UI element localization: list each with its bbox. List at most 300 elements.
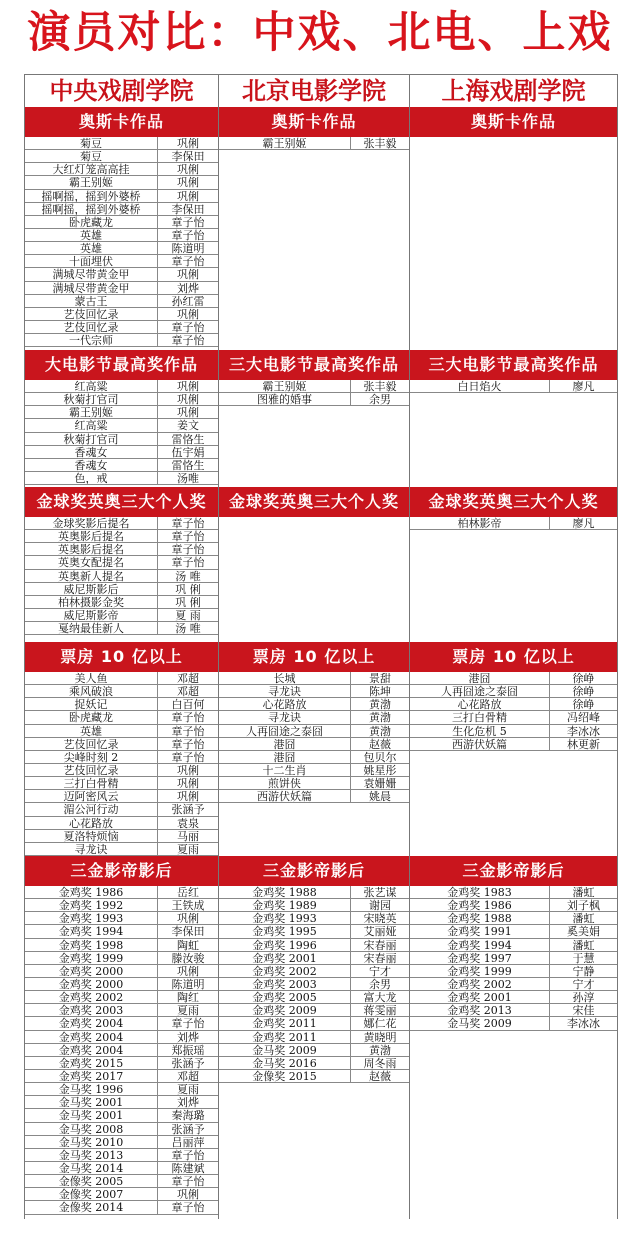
section-festival-top-award xyxy=(410,350,617,393)
work-or-award-cell: 金鸡奖 1999 xyxy=(25,952,158,964)
table-row xyxy=(410,698,617,711)
table-row xyxy=(25,1162,218,1175)
actor-name-cell: 刘子枫 xyxy=(567,899,600,912)
table-row xyxy=(410,1004,617,1017)
actor-name-cell: 夏 雨 xyxy=(175,608,201,622)
actor-name-cell: 张涵予 xyxy=(171,1122,205,1135)
actor-name-cell: 张丰毅 xyxy=(363,137,397,150)
actor-name-cell: 徐峥 xyxy=(572,685,595,698)
actor-name-cell: 包贝尔 xyxy=(363,750,397,763)
work-or-award-cell: 金鸡奖 1991 xyxy=(410,925,550,937)
actor-name-cell: 岳红 xyxy=(177,886,199,899)
actor-name-cell: 章子怡 xyxy=(171,215,205,228)
actor-name-cell: 巩 俐 xyxy=(175,595,201,608)
work-or-award-cell: 心花路放 xyxy=(25,817,158,829)
actor-name-cell: 奚美娟 xyxy=(567,925,600,938)
table-row xyxy=(25,517,218,530)
actor-name-cell: 王铁成 xyxy=(171,899,205,912)
actor-name-cell: 宋春丽 xyxy=(363,938,397,951)
work-or-award-cell: 金像奖 2007 xyxy=(25,1188,158,1200)
table-row xyxy=(410,991,617,1004)
table-row xyxy=(25,1175,218,1188)
column-header: 北京电影学院 xyxy=(219,74,409,108)
actor-name-cell: 白百何 xyxy=(171,698,205,711)
work-or-award-cell: 人再囧途之泰囧 xyxy=(219,725,351,737)
actor-name-cell: 巩俐 xyxy=(177,763,199,777)
section-heading: 票房 10 亿以上 xyxy=(25,642,218,672)
section-heading: 金球奖英奥三大个人奖 xyxy=(219,487,409,517)
work-or-award-cell: 霸王别姬 xyxy=(219,380,351,392)
actor-name-cell: 冯绍峰 xyxy=(567,711,600,724)
table-row xyxy=(219,952,409,965)
work-or-award-cell: 金马奖 2009 xyxy=(219,1044,351,1056)
section-triple-crown-winners xyxy=(219,856,409,1083)
work-or-award-cell: 寻龙诀 xyxy=(25,843,158,855)
table-row xyxy=(25,393,218,406)
work-or-award-cell: 香魂女 xyxy=(25,446,158,458)
actor-name-cell: 景甜 xyxy=(369,672,391,685)
table-row xyxy=(219,764,409,777)
table-row xyxy=(25,711,218,724)
work-or-award-cell: 英奥影后提名 xyxy=(25,543,158,555)
actor-name-cell: 李保田 xyxy=(171,925,205,938)
work-or-award-cell: 威尼斯影后 xyxy=(25,583,158,595)
work-or-award-cell: 艺伎回忆录 xyxy=(25,738,158,750)
actor-name-cell: 章子怡 xyxy=(171,750,205,763)
table-row xyxy=(410,738,617,751)
table-row xyxy=(219,978,409,991)
actor-name-cell: 巩俐 xyxy=(177,393,199,406)
work-or-award-cell: 金鸡奖 1998 xyxy=(25,939,158,951)
actor-name-cell: 蒋雯丽 xyxy=(363,1004,397,1017)
table-row xyxy=(410,886,617,899)
work-or-award-cell: 金鸡奖 1997 xyxy=(410,952,550,964)
actor-name-cell: 章子怡 xyxy=(171,556,205,569)
actor-name-cell: 周冬雨 xyxy=(363,1056,397,1069)
table-row xyxy=(25,1096,218,1109)
actor-name-cell: 宋春丽 xyxy=(363,951,397,964)
actor-name-cell: 徐峥 xyxy=(572,698,595,711)
table-row xyxy=(25,685,218,698)
actor-name-cell: 邓超 xyxy=(177,1069,199,1083)
work-or-award-cell: 菊豆 xyxy=(25,137,158,149)
table-row xyxy=(25,308,218,321)
table-row xyxy=(25,925,218,938)
actor-name-cell: 章子怡 xyxy=(171,711,205,724)
actor-name-cell: 夏雨 xyxy=(177,1083,199,1096)
section-heading: 三大电影节最高奖作品 xyxy=(410,350,617,380)
work-or-award-cell: 金鸡奖 1992 xyxy=(25,899,158,911)
table-row xyxy=(25,1070,218,1083)
actor-name-cell: 章子怡 xyxy=(171,1148,205,1161)
table-row xyxy=(25,843,218,856)
actor-name-cell: 章子怡 xyxy=(171,1017,205,1030)
table-row xyxy=(25,952,218,965)
work-or-award-cell: 港囧 xyxy=(410,672,550,684)
work-or-award-cell: 金鸡奖 2000 xyxy=(25,965,158,977)
table-row xyxy=(219,380,409,393)
table-row xyxy=(219,711,409,724)
section-box-office xyxy=(410,642,617,751)
actor-name-cell: 徐峥 xyxy=(572,672,595,685)
work-or-award-cell: 满城尽带黄金甲 xyxy=(25,268,158,280)
actor-name-cell: 孙淳 xyxy=(572,991,595,1004)
section-heading: 票房 10 亿以上 xyxy=(410,642,617,672)
work-or-award-cell: 霸王别姬 xyxy=(219,137,351,149)
table-row xyxy=(25,583,218,596)
actor-name-cell: 陈道明 xyxy=(171,977,205,991)
actor-name-cell: 陶虹 xyxy=(177,938,199,951)
actor-name-cell: 廖凡 xyxy=(572,517,595,530)
table-row xyxy=(410,725,617,738)
actor-name-cell: 章子怡 xyxy=(171,724,205,737)
work-or-award-cell: 迈阿密风云 xyxy=(25,790,158,802)
work-or-award-cell: 色，戒 xyxy=(25,472,158,484)
work-or-award-cell: 金鸡奖 2004 xyxy=(25,1031,158,1043)
table-row xyxy=(25,991,218,1004)
work-or-award-cell: 白日焰火 xyxy=(410,380,550,392)
work-or-award-cell: 霸王别姬 xyxy=(25,176,158,188)
actor-name-cell: 宁静 xyxy=(572,964,595,977)
table-row xyxy=(25,255,218,268)
table-row xyxy=(219,790,409,803)
table-row xyxy=(219,899,409,912)
work-or-award-cell: 金马奖 2008 xyxy=(25,1123,158,1135)
table-row xyxy=(219,685,409,698)
section-oscar-works xyxy=(219,107,409,150)
actor-name-cell: 章子怡 xyxy=(171,530,205,543)
work-or-award-cell: 英雄 xyxy=(25,725,158,737)
table-row xyxy=(25,282,218,295)
actor-name-cell: 巩 俐 xyxy=(175,582,201,595)
column-beijing-film-academy xyxy=(218,74,410,1219)
table-row xyxy=(25,1109,218,1122)
column-header: 上海戏剧学院 xyxy=(410,74,617,108)
table-row xyxy=(410,899,617,912)
work-or-award-cell: 金马奖 2016 xyxy=(219,1057,351,1069)
work-or-award-cell: 金马奖 2010 xyxy=(25,1136,158,1148)
table-row xyxy=(219,1004,409,1017)
table-row xyxy=(410,380,617,393)
section-heading: 奥斯卡作品 xyxy=(410,107,617,137)
work-or-award-cell: 英奥女配提名 xyxy=(25,556,158,568)
actor-name-cell: 林更新 xyxy=(567,737,600,750)
actor-name-cell: 章子怡 xyxy=(171,320,205,334)
table-row xyxy=(219,1031,409,1044)
work-or-award-cell: 西游伏妖篇 xyxy=(410,738,550,750)
section-box-office xyxy=(219,642,409,803)
work-or-award-cell: 满城尽带黄金甲 xyxy=(25,282,158,294)
actor-name-cell: 巩俐 xyxy=(177,137,199,150)
work-or-award-cell: 金鸡奖 2009 xyxy=(219,1004,351,1016)
actor-name-cell: 巩俐 xyxy=(177,163,199,176)
section-triple-crown-winners xyxy=(410,856,617,1031)
table-row xyxy=(25,1031,218,1044)
actor-name-cell: 黄渤 xyxy=(369,724,391,737)
actor-name-cell: 夏雨 xyxy=(177,1004,199,1017)
work-or-award-cell: 金鸡奖 2002 xyxy=(410,978,550,990)
actor-name-cell: 巩俐 xyxy=(177,189,199,202)
work-or-award-cell: 红高粱 xyxy=(25,380,158,392)
actor-name-cell: 张艺谋 xyxy=(363,886,397,899)
actor-name-cell: 秦海璐 xyxy=(171,1109,205,1122)
work-or-award-cell: 金鸡奖 2013 xyxy=(410,1004,550,1016)
table-row xyxy=(219,991,409,1004)
work-or-award-cell: 香魂女 xyxy=(25,459,158,471)
work-or-award-cell: 金鸡奖 2002 xyxy=(219,965,351,977)
section-personal-awards xyxy=(219,487,409,517)
work-or-award-cell: 摇啊摇，摇到外婆桥 xyxy=(25,203,158,215)
work-or-award-cell: 戛纳最佳新人 xyxy=(25,622,158,634)
work-or-award-cell: 金球奖影后提名 xyxy=(25,517,158,529)
work-or-award-cell: 金马奖 2013 xyxy=(25,1149,158,1161)
actor-name-cell: 黄晓明 xyxy=(363,1030,397,1043)
actor-name-cell: 余男 xyxy=(369,393,391,406)
work-or-award-cell: 柏林摄影金奖 xyxy=(25,596,158,608)
actor-name-cell: 巩俐 xyxy=(177,790,199,803)
actor-name-cell: 巩俐 xyxy=(177,307,199,320)
work-or-award-cell: 卧虎藏龙 xyxy=(25,216,158,228)
column-central-academy-of-drama xyxy=(24,74,219,1219)
actor-name-cell: 巩俐 xyxy=(177,1188,199,1201)
actor-name-cell: 李保田 xyxy=(171,150,205,163)
actor-name-cell: 赵薇 xyxy=(369,1069,391,1083)
actor-name-cell: 赵薇 xyxy=(369,737,391,750)
work-or-award-cell: 金像奖 2005 xyxy=(25,1175,158,1187)
work-or-award-cell: 三打白骨精 xyxy=(25,777,158,789)
work-or-award-cell: 心花路放 xyxy=(410,698,550,710)
section-festival-top-award xyxy=(219,350,409,406)
work-or-award-cell: 夏洛特烦恼 xyxy=(25,830,158,842)
table-row xyxy=(25,268,218,281)
actor-name-cell: 巩俐 xyxy=(177,912,199,925)
section-oscar-works xyxy=(410,107,617,137)
table-row xyxy=(25,1201,218,1214)
work-or-award-cell: 摇啊摇，摇到外婆桥 xyxy=(25,190,158,202)
work-or-award-cell: 秋菊打官司 xyxy=(25,393,158,405)
table-row xyxy=(25,790,218,803)
actor-name-cell: 黄渤 xyxy=(369,698,391,711)
table-row xyxy=(219,777,409,790)
table-row xyxy=(219,912,409,925)
work-or-award-cell: 尖峰时刻 2 xyxy=(25,751,158,763)
actor-name-cell: 章子怡 xyxy=(171,1175,205,1188)
actor-name-cell: 章子怡 xyxy=(171,1201,205,1214)
actor-name-cell: 余男 xyxy=(369,977,391,991)
table-row xyxy=(25,777,218,790)
section-heading: 三金影帝影后 xyxy=(25,856,218,886)
work-or-award-cell: 港囧 xyxy=(219,738,351,750)
page-title: 演员对比：中戏、北电、上戏 xyxy=(27,8,613,58)
actor-name-cell: 宋佳 xyxy=(572,1004,595,1017)
work-or-award-cell: 金像奖 2015 xyxy=(219,1070,351,1082)
table-row xyxy=(25,216,218,229)
work-or-award-cell: 金鸡奖 2001 xyxy=(410,991,550,1003)
work-or-award-cell: 金鸡奖 1986 xyxy=(410,899,550,911)
section-heading: 票房 10 亿以上 xyxy=(219,642,409,672)
section-festival-top-award xyxy=(25,350,218,485)
table-row xyxy=(25,556,218,569)
section-heading: 金球奖英奥三大个人奖 xyxy=(25,487,218,517)
table-row xyxy=(410,685,617,698)
actor-name-cell: 巩俐 xyxy=(177,268,199,281)
table-row xyxy=(25,1188,218,1201)
work-or-award-cell: 金鸡奖 2005 xyxy=(219,991,351,1003)
table-row xyxy=(25,419,218,432)
actor-name-cell: 谢园 xyxy=(369,899,391,912)
work-or-award-cell: 金鸡奖 2017 xyxy=(25,1070,158,1082)
actor-name-cell: 陈坤 xyxy=(369,685,391,698)
actor-name-cell: 汤唯 xyxy=(177,471,199,485)
work-or-award-cell: 艺伎回忆录 xyxy=(25,764,158,776)
work-or-award-cell: 英奥新人提名 xyxy=(25,570,158,582)
work-or-award-cell: 煎饼侠 xyxy=(219,777,351,789)
work-or-award-cell: 金马奖 2014 xyxy=(25,1162,158,1174)
actor-name-cell: 娜仁花 xyxy=(363,1017,397,1030)
work-or-award-cell: 心花路放 xyxy=(219,698,351,710)
section-heading: 金球奖英奥三大个人奖 xyxy=(410,487,617,517)
table-row xyxy=(25,698,218,711)
work-or-award-cell: 图雅的婚事 xyxy=(219,393,351,405)
work-or-award-cell: 一代宗师 xyxy=(25,334,158,346)
work-or-award-cell: 金马奖 2009 xyxy=(410,1017,550,1029)
table-row xyxy=(219,939,409,952)
work-or-award-cell: 金鸡奖 2002 xyxy=(25,991,158,1003)
section-heading: 三金影帝影后 xyxy=(219,856,409,886)
work-or-award-cell: 柏林影帝 xyxy=(410,517,550,529)
table-row xyxy=(25,1017,218,1030)
table-row xyxy=(25,978,218,991)
section-heading: 三大电影节最高奖作品 xyxy=(219,350,409,380)
table-row xyxy=(219,1070,409,1083)
actor-name-cell: 伍宇娟 xyxy=(171,445,205,458)
actor-name-cell: 章子怡 xyxy=(171,737,205,750)
actor-name-cell: 黄渤 xyxy=(369,1043,391,1056)
actor-name-cell: 滕汝骏 xyxy=(171,951,205,964)
table-row xyxy=(25,1083,218,1096)
work-or-award-cell: 艺伎回忆录 xyxy=(25,321,158,333)
work-or-award-cell: 金鸡奖 1994 xyxy=(410,939,550,951)
work-or-award-cell: 金鸡奖 2011 xyxy=(219,1031,351,1043)
actor-name-cell: 姚星彤 xyxy=(363,763,397,777)
table-row xyxy=(25,912,218,925)
table-row xyxy=(25,596,218,609)
table-row xyxy=(25,150,218,163)
table-row xyxy=(219,738,409,751)
table-row xyxy=(25,433,218,446)
work-or-award-cell: 西游伏妖篇 xyxy=(219,790,351,802)
work-or-award-cell: 十二生肖 xyxy=(219,764,351,776)
table-row xyxy=(25,543,218,556)
table-row xyxy=(25,570,218,583)
table-row xyxy=(25,764,218,777)
actor-name-cell: 巩俐 xyxy=(177,406,199,419)
work-or-award-cell: 金鸡奖 2000 xyxy=(25,978,158,990)
actor-name-cell: 艾丽娅 xyxy=(363,925,397,938)
actor-name-cell: 刘烨 xyxy=(177,1096,199,1109)
section-box-office xyxy=(25,642,218,856)
actor-name-cell: 姜文 xyxy=(177,419,199,432)
work-or-award-cell: 捉妖记 xyxy=(25,698,158,710)
actor-name-cell: 李保田 xyxy=(171,202,205,215)
table-row xyxy=(25,137,218,150)
column-header: 中央戏剧学院 xyxy=(25,74,218,108)
actor-name-cell: 潘虹 xyxy=(572,938,595,951)
work-or-award-cell: 红高粱 xyxy=(25,419,158,431)
table-row xyxy=(25,672,218,685)
work-or-award-cell: 美人鱼 xyxy=(25,672,158,684)
table-row xyxy=(219,886,409,899)
actor-name-cell: 宋晓英 xyxy=(363,912,397,925)
table-row xyxy=(219,965,409,978)
actor-name-cell: 张涵予 xyxy=(171,803,205,816)
table-row xyxy=(219,1044,409,1057)
table-row xyxy=(410,711,617,724)
work-or-award-cell: 金鸡奖 1995 xyxy=(219,925,351,937)
table-row xyxy=(410,1017,617,1030)
actor-name-cell: 汤 唯 xyxy=(175,622,201,635)
actor-name-cell: 章子怡 xyxy=(171,517,205,530)
table-row xyxy=(219,1057,409,1070)
work-or-award-cell: 金鸡奖 1988 xyxy=(410,912,550,924)
work-or-award-cell: 英雄 xyxy=(25,242,158,254)
work-or-award-cell: 人再囧途之泰囧 xyxy=(410,685,550,697)
table-row xyxy=(25,203,218,216)
actor-name-cell: 张涵予 xyxy=(171,1056,205,1069)
work-or-award-cell: 金鸡奖 2011 xyxy=(219,1017,351,1029)
actor-name-cell: 袁泉 xyxy=(177,816,199,829)
actor-name-cell: 巩俐 xyxy=(177,964,199,977)
work-or-award-cell: 乘风破浪 xyxy=(25,685,158,697)
actor-name-cell: 李冰冰 xyxy=(567,724,600,737)
work-or-award-cell: 金鸡奖 2001 xyxy=(219,952,351,964)
work-or-award-cell: 金马奖 2001 xyxy=(25,1096,158,1108)
table-row xyxy=(25,965,218,978)
work-or-award-cell: 金鸡奖 2004 xyxy=(25,1044,158,1056)
section-oscar-works xyxy=(25,107,218,347)
actor-name-cell: 陶红 xyxy=(177,991,199,1004)
actor-name-cell: 孙红雷 xyxy=(171,294,205,307)
actor-name-cell: 巩俐 xyxy=(177,176,199,189)
section-triple-crown-winners xyxy=(25,856,218,1215)
work-or-award-cell: 卧虎藏龙 xyxy=(25,711,158,723)
work-or-award-cell: 湄公河行动 xyxy=(25,803,158,815)
actor-name-cell: 邓超 xyxy=(177,685,199,698)
table-row xyxy=(25,321,218,334)
table-row xyxy=(219,698,409,711)
table-row xyxy=(25,459,218,472)
section-heading: 大电影节最高奖作品 xyxy=(25,350,218,380)
table-row xyxy=(25,751,218,764)
table-row xyxy=(219,393,409,406)
table-row xyxy=(410,952,617,965)
section-heading: 三金影帝影后 xyxy=(410,856,617,886)
table-row xyxy=(410,978,617,991)
work-or-award-cell: 金鸡奖 1988 xyxy=(219,886,351,898)
table-row xyxy=(25,622,218,635)
work-or-award-cell: 蒙古王 xyxy=(25,295,158,307)
work-or-award-cell: 大红灯笼高高挂 xyxy=(25,163,158,175)
work-or-award-cell: 寻龙诀 xyxy=(219,711,351,723)
table-row xyxy=(410,939,617,952)
work-or-award-cell: 金鸡奖 1986 xyxy=(25,886,158,898)
table-row xyxy=(25,176,218,189)
table-row xyxy=(219,137,409,150)
work-or-award-cell: 金鸡奖 1996 xyxy=(219,939,351,951)
table-row xyxy=(410,965,617,978)
column-shanghai-theatre-academy xyxy=(409,74,618,1219)
table-row xyxy=(25,939,218,952)
